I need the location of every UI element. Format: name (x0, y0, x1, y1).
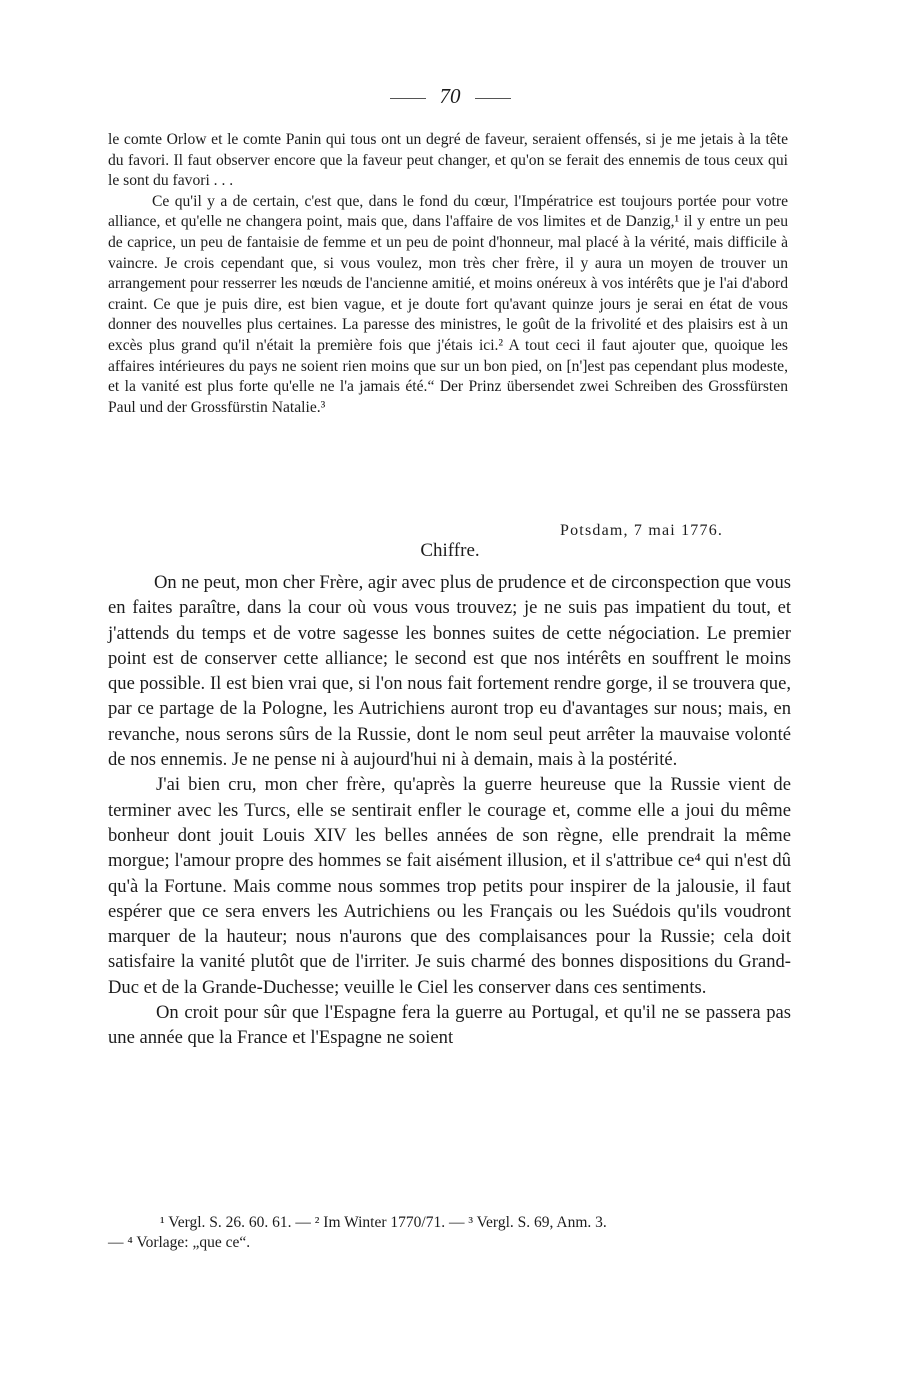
header-rule-right (475, 98, 511, 99)
footnotes (108, 1213, 798, 1253)
page-number: 70 (439, 84, 461, 108)
page-header (0, 84, 900, 109)
letter-paragraph: J'ai bien cru, mon cher frère, qu'après la guerre heureuse que la Russie vient de terminer avec les Turcs, elle se sentirait enfler le courage et, comme elle a joui du même bonheur dont jouit Louis XIV les belles années de son règne, elle prendrait la même morgue; l'amour propre des hommes se fait aisément illusion, et il s'attribue ce⁴ qui n'est dû qu'à la Fortune. Mais comme nous sommes trop petits pour inspirer de la jalousie, il faut espérer que ce sera envers les Autrichiens ou les Français ou les Suédois qu'ils voudront marquer de la hauteur; nous n'aurons que des complaisances pour la Russie; cela doit satisfaire la vanité plutôt que de l'irriter. Je suis charmé des bonnes dispositions du Grand-Duc et de la Grande-Duchesse; veuille le Ciel les conserver dans ces sentiments. (108, 774, 791, 998)
letter-heading: Chiffre. (420, 540, 480, 561)
letter-paragraph: On ne peut, mon cher Frère, agir avec plus de prudence et de circonspection que vous en faites paraître, dans la cour où vous vous trouvez; je ne suis pas impatient du tout, et j'attends du temps et de votre sagesse les bonnes suites de cette négociation. Le premier point est de conserver cette alliance; le second est que nos intérêts en souffrent le moins que possible. Il est bien vrai que, si l'on nous fait fortement rendre gorge, il se trouvera que, par ce partage de la Pologne, les Autrichiens auront trop eu d'avantages sur nous; mais, en revanche, nous serons sûrs de la Russie, dont le nom seul peut arrêter la mauvaise volonté de nos ennemis. Je ne pense ni à aujourd'hui ni à demain, mais à la postérité. (108, 572, 791, 771)
footnote-line: — ⁴ Vorlage: „que ce“. (108, 1234, 251, 1251)
letter-body (108, 570, 791, 1051)
quoted-report (108, 130, 788, 418)
letter-paragraph: On croit pour sûr que l'Espagne fera la guerre au Portugal, et qu'il ne se passera pas une année que la France et l'Espagne ne soient (108, 1002, 791, 1049)
quote-paragraph: le comte Orlow et le comte Panin qui tous ont un degré de faveur, seraient offensés, si je me jetais à la tête du favori. Il faut observer encore que la faveur peut changer, et qu'on se ferait des ennemis de tous ceux qui le sont du favori . . . (108, 131, 788, 190)
footnote-line: ¹ Vergl. S. 26. 60. 61. — ² Im Winter 1770/71. — ³ Vergl. S. 69, Anm. 3. (160, 1214, 607, 1231)
letter-dateline: Potsdam, 7 mai 1776. (560, 522, 724, 539)
header-rule-left (390, 98, 426, 99)
quote-paragraph: Ce qu'il y a de certain, c'est que, dans le fond du cœur, l'Impératrice est toujours portée pour votre alliance, et qu'elle ne changera point, mais que, dans l'affaire de vos limites et de Danzig,¹ il y entre un peu de caprice, un peu de fantaisie de femme et un peu de point d'honneur, mal placé à la vérité, mais difficile à vaincre. Je crois cependant que, si vous voulez, mon très cher frère, il y aura un moyen de trouver un arrangement pour resserrer les nœuds de l'ancienne amitié, et moins onéreux à vos intérêts que je l'ai d'abord craint. Ce que je puis dire, est bien vague, et je doute fort qu'avant quinze jours je serai en état de vous donner des nouvelles plus certaines. La paresse des ministres, le goût de la frivolité et des plaisirs est à un excès plus grand qu'il n'était la première fois que j'étais ici.² A tout ceci il faut ajouter que, quoique les affaires intérieures du pays ne soient rien moins que sur un bon pied, on [n']est pas cependant plus modeste, et la vanité est plus forte qu'elle ne l'a jamais été.“ Der Prinz übersendet zwei Schreiben des Grossfürsten Paul und der Grossfürstin Natalie.³ (108, 192, 788, 416)
